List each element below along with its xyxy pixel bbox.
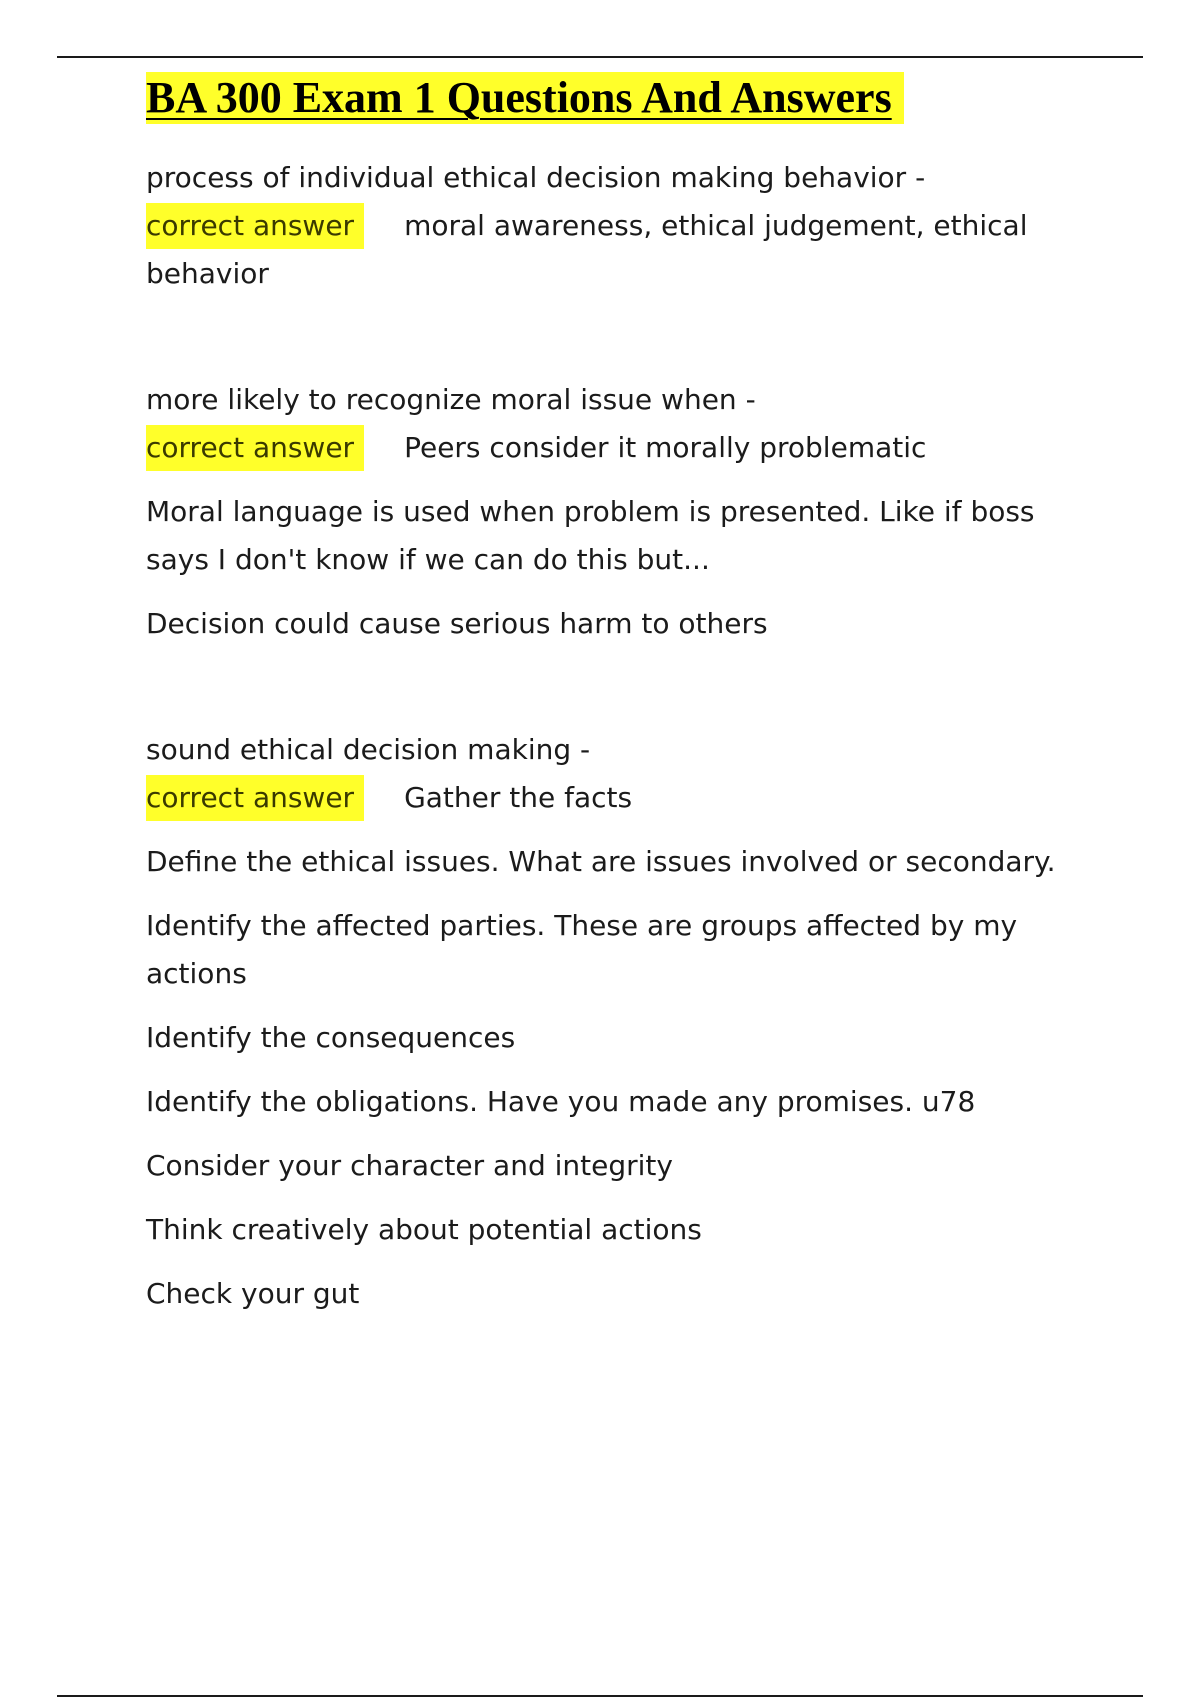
answer-line [146,774,1106,822]
correct-answer-tag: correct answer [146,425,364,471]
answer-paragraph: Consider your character and integrity [146,1149,673,1182]
correct-answer-tag: correct answer [146,203,364,249]
answer-paragraph: Define the ethical issues. What are issues involved or secondary. [146,845,1056,878]
answer-paragraph: Check your gut [146,1277,360,1310]
qa-item [146,726,1106,1318]
qa-item [146,154,1106,298]
answer-text: moral awareness, ethical judgement, ethical behavior [146,209,1028,290]
document-title: BA 300 Exam 1 Questions And Answers [146,72,904,124]
question-text: more likely to recognize moral issue when - [146,383,756,416]
answer-text: Peers consider it morally problematic [404,431,927,464]
answer-paragraph: Identify the obligations. Have you made any promises. u78 [146,1085,976,1118]
question-text: sound ethical decision making - [146,733,591,766]
correct-answer-tag: correct answer [146,775,364,821]
answer-paragraph: Moral language is used when problem is presented. Like if boss says I don't know if we can do this but... [146,495,1035,576]
qa-item [146,376,1106,648]
bottom-rule [57,1695,1143,1697]
answer-paragraph: Think creatively about potential actions [146,1213,702,1246]
answer-paragraph: Identify the consequences [146,1021,516,1054]
answer-line [146,424,1106,472]
answer-paragraph: Identify the affected parties. These are groups affected by my actions [146,909,1018,990]
answer-line [146,202,1106,298]
question-text: process of individual ethical decision making behavior - [146,161,926,194]
top-rule [57,56,1143,58]
answer-paragraph: Decision could cause serious harm to others [146,607,768,640]
answer-text: Gather the facts [404,781,633,814]
document-page [146,72,1106,1318]
